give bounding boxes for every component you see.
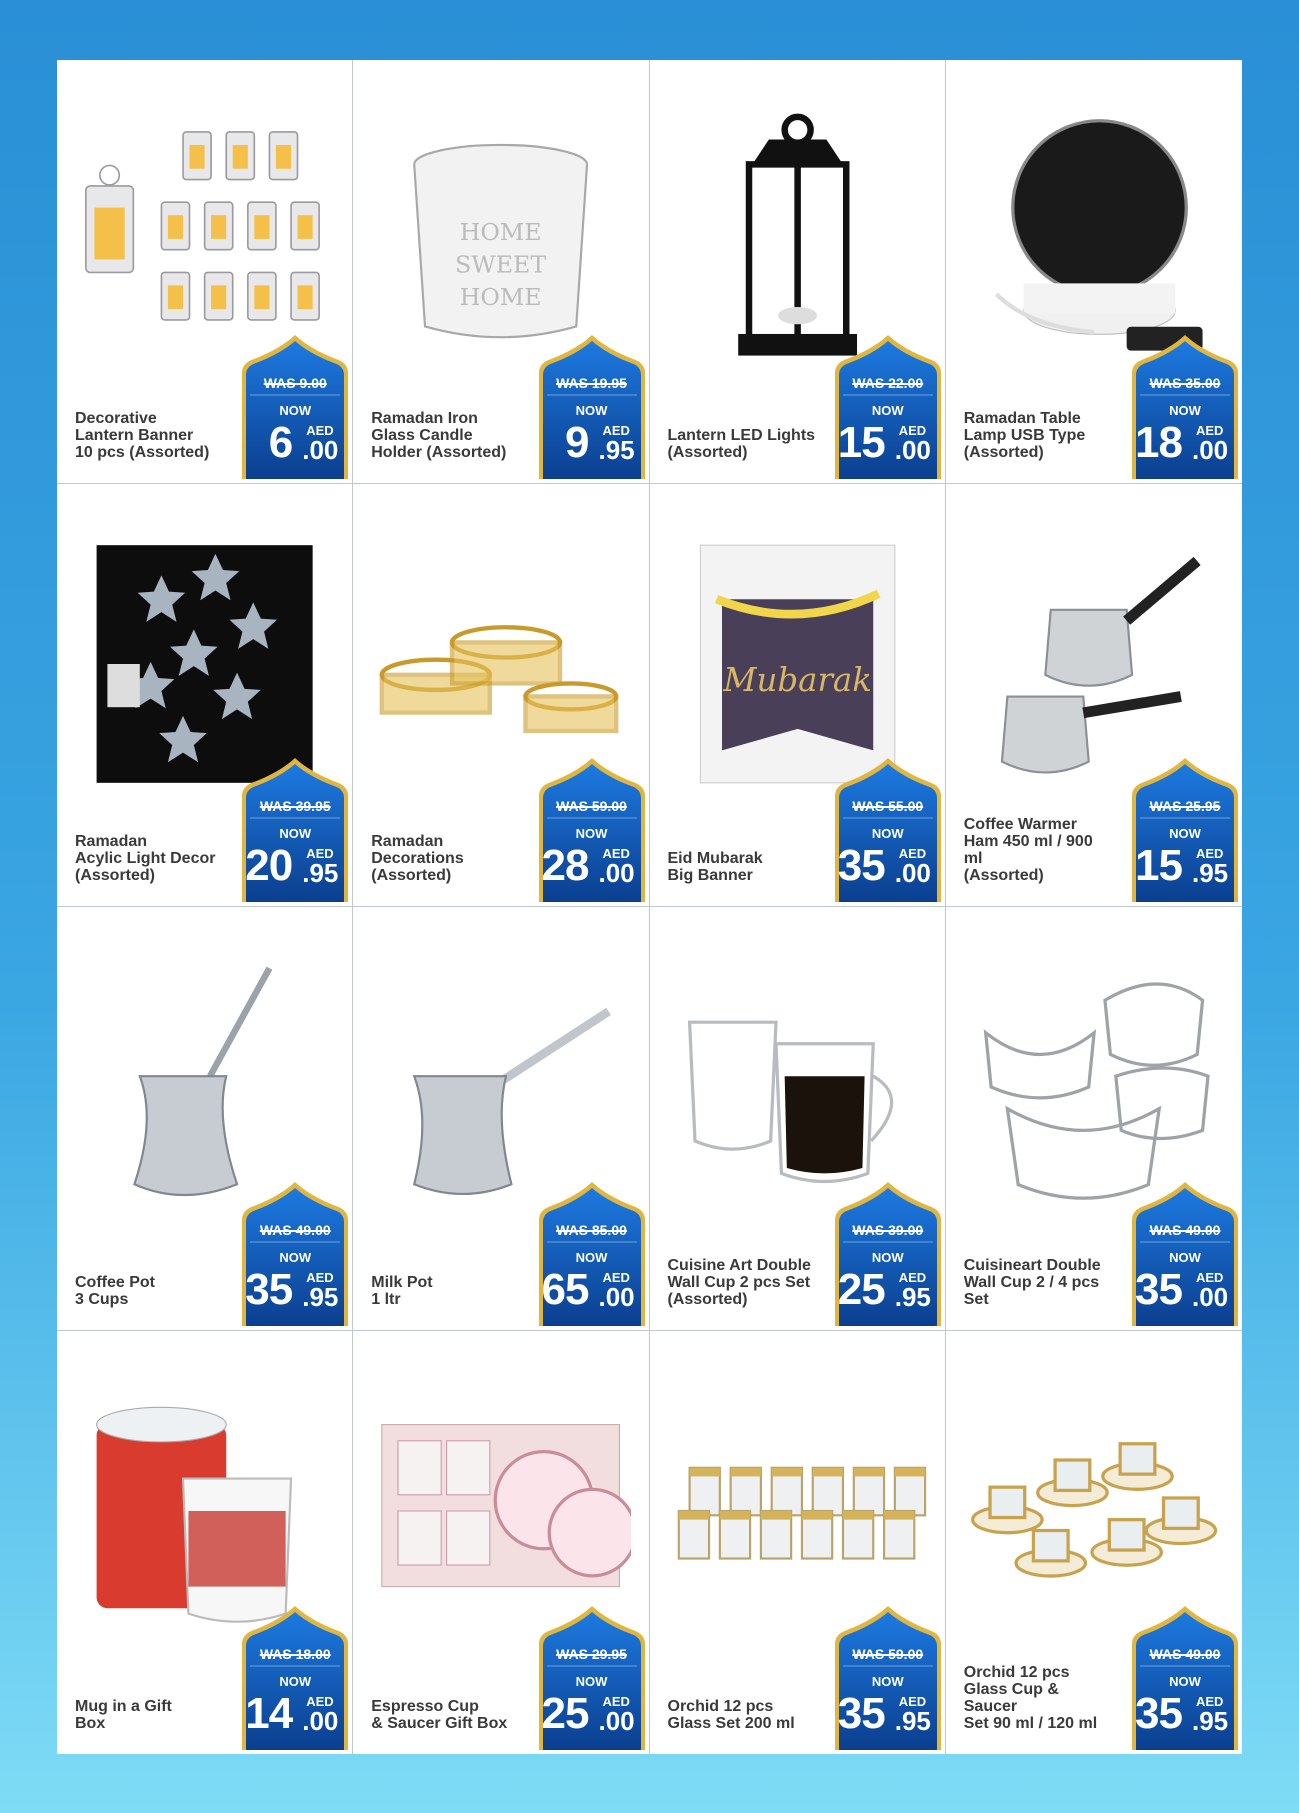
- product-card: [57, 1331, 353, 1755]
- price-decimal: .95: [598, 434, 635, 465]
- price-integer: 35: [837, 841, 885, 890]
- product-title: Cuisine Art Double Wall Cup 2 pcs Set (Assorted): [667, 1256, 811, 1308]
- product-card: [57, 60, 353, 484]
- now-label: NOW: [279, 1674, 312, 1689]
- price-integer: 14: [245, 1689, 293, 1738]
- product-card: [353, 1331, 649, 1755]
- currency-label: AED: [602, 1269, 630, 1285]
- product-title: Coffee Pot 3 Cups: [75, 1273, 155, 1308]
- now-price: [1136, 419, 1234, 467]
- price-decimal: .00: [598, 1281, 635, 1312]
- product-card: [57, 484, 353, 908]
- now-label: NOW: [575, 402, 608, 418]
- currency-label: AED: [1196, 1269, 1224, 1285]
- product-card: [650, 484, 946, 908]
- price-decimal: .00: [598, 1706, 635, 1736]
- price-decimal: .00: [598, 858, 635, 888]
- product-title: Ramadan Decorations (Assorted): [371, 833, 464, 884]
- now-label: NOW: [1169, 1249, 1201, 1265]
- price-badge: [833, 333, 943, 481]
- now-price: [1136, 1266, 1234, 1314]
- was-price: WAS 9.00: [263, 374, 327, 391]
- price-badge: [537, 333, 647, 481]
- was-price: WAS 49.00: [1149, 1646, 1221, 1662]
- price-integer: 15: [1135, 841, 1182, 890]
- price-badge: [537, 1180, 647, 1328]
- currency-label: AED: [602, 422, 630, 438]
- now-label: NOW: [575, 826, 608, 841]
- price-integer: 20: [245, 841, 293, 890]
- price-badge: [240, 333, 350, 481]
- price-integer: 65: [541, 1264, 589, 1314]
- now-label: NOW: [1169, 402, 1201, 418]
- now-price: [246, 1266, 344, 1314]
- currency-label: AED: [1196, 846, 1224, 861]
- svg-text:HOME: HOME: [459, 218, 542, 246]
- product-card: [946, 907, 1242, 1331]
- price-integer: 35: [245, 1264, 293, 1314]
- now-label: NOW: [871, 826, 904, 841]
- now-label: NOW: [279, 402, 312, 418]
- price-badge: [833, 756, 943, 904]
- currency-label: AED: [602, 846, 630, 861]
- product-title: Lantern LED Lights (Assorted): [667, 426, 816, 461]
- price-badge: [1130, 1604, 1240, 1752]
- was-price: WAS 39.00: [852, 1221, 924, 1238]
- price-badge: [537, 756, 647, 904]
- price-decimal: .95: [894, 1706, 931, 1736]
- was-price: WAS 25.95: [1149, 798, 1221, 814]
- now-label: NOW: [279, 826, 312, 841]
- price-decimal: .95: [1192, 1706, 1229, 1736]
- product-title: Milk Pot 1 ltr: [371, 1273, 433, 1308]
- price-decimal: .00: [302, 1706, 339, 1736]
- was-price: WAS 35.00: [1149, 374, 1221, 391]
- currency-label: AED: [602, 1694, 630, 1709]
- was-price: WAS 59.00: [852, 1646, 924, 1662]
- price-badge: [240, 1604, 350, 1752]
- product-card: [57, 907, 353, 1331]
- was-price: WAS 49.00: [1149, 1221, 1221, 1238]
- svg-text:SWEET: SWEET: [455, 250, 547, 279]
- price-integer: 35: [837, 1689, 885, 1738]
- currency-label: AED: [306, 846, 334, 861]
- was-price: WAS 39.95: [259, 798, 331, 814]
- price-badge: [833, 1180, 943, 1328]
- price-decimal: .00: [1192, 434, 1229, 465]
- price-decimal: .00: [894, 434, 931, 465]
- was-price: WAS 22.00: [852, 374, 924, 391]
- now-price: [543, 1690, 641, 1738]
- now-price: [839, 1266, 937, 1314]
- product-title: Ramadan Iron Glass Candle Holder (Assorted): [371, 409, 507, 461]
- price-decimal: .00: [302, 434, 339, 465]
- now-label: NOW: [575, 1674, 608, 1689]
- price-integer: 6: [268, 417, 293, 467]
- product-title: Decorative Lantern Banner 10 pcs (Assorted): [75, 409, 210, 461]
- currency-label: AED: [1196, 422, 1224, 438]
- price-integer: 25: [837, 1264, 885, 1314]
- product-card: [650, 907, 946, 1331]
- price-integer: 15: [837, 417, 885, 467]
- product-card: [650, 60, 946, 484]
- product-title: Orchid 12 pcs Glass Set 200 ml: [667, 1698, 795, 1732]
- price-decimal: .95: [302, 1281, 339, 1312]
- currency-label: AED: [898, 422, 927, 438]
- now-label: NOW: [871, 1674, 904, 1689]
- price-badge: [537, 1604, 647, 1752]
- now-label: NOW: [1169, 826, 1201, 841]
- price-decimal: .00: [1192, 1281, 1229, 1312]
- product-title: Ramadan Table Lamp USB Type (Assorted): [963, 409, 1086, 461]
- price-badge: [833, 1604, 943, 1752]
- now-price: [839, 1690, 937, 1738]
- svg-text:HOME: HOME: [459, 282, 542, 311]
- currency-label: AED: [306, 1694, 334, 1709]
- price-integer: 35: [1135, 1264, 1182, 1314]
- now-price: [1136, 1690, 1234, 1738]
- now-price: [543, 1266, 641, 1314]
- product-card: [946, 484, 1242, 908]
- product-card: [946, 60, 1242, 484]
- now-price: [246, 842, 344, 890]
- price-integer: 28: [541, 841, 589, 890]
- product-title: Mug in a Gift Box: [75, 1698, 172, 1732]
- price-integer: 25: [541, 1689, 589, 1738]
- was-price: WAS 59.00: [556, 798, 627, 814]
- currency-label: AED: [898, 846, 927, 861]
- product-title: Coffee Warmer Ham 450 ml / 900 ml (Assorted): [963, 816, 1093, 884]
- now-price: [543, 842, 641, 890]
- currency-label: AED: [306, 1269, 334, 1285]
- now-price: [246, 419, 344, 467]
- product-title: Eid Mubarak Big Banner: [667, 850, 763, 884]
- product-card: [353, 907, 649, 1331]
- now-label: NOW: [279, 1249, 312, 1265]
- now-label: NOW: [871, 402, 904, 418]
- price-badge: [240, 756, 350, 904]
- now-label: NOW: [575, 1249, 608, 1265]
- currency-label: AED: [898, 1269, 927, 1285]
- price-badge: [1130, 1180, 1240, 1328]
- product-title: Cuisineart Double Wall Cup 2 / 4 pcs Set: [963, 1256, 1101, 1308]
- was-price: WAS 19.95: [556, 374, 627, 391]
- now-price: [543, 419, 641, 467]
- price-decimal: .95: [302, 858, 339, 888]
- product-card: [650, 1331, 946, 1755]
- product-card: [353, 484, 649, 908]
- currency-label: AED: [898, 1694, 927, 1709]
- was-price: WAS 49.00: [259, 1221, 331, 1238]
- price-decimal: .95: [1192, 858, 1229, 888]
- price-decimal: .95: [894, 1281, 931, 1312]
- price-integer: 9: [565, 417, 589, 467]
- price-integer: 18: [1135, 417, 1182, 467]
- now-price: [839, 842, 937, 890]
- product-card: [946, 1331, 1242, 1755]
- now-price: [839, 419, 937, 467]
- price-integer: 35: [1135, 1689, 1182, 1738]
- product-grid: [57, 60, 1242, 1754]
- currency-label: AED: [1196, 1694, 1224, 1709]
- now-price: [246, 1690, 344, 1738]
- price-badge: [1130, 756, 1240, 904]
- price-decimal: .00: [894, 858, 931, 888]
- product-title: Espresso Cup & Saucer Gift Box: [371, 1698, 508, 1732]
- now-label: NOW: [871, 1249, 904, 1265]
- now-label: NOW: [1169, 1674, 1201, 1689]
- now-price: [1136, 842, 1234, 890]
- price-badge: [240, 1180, 350, 1328]
- product-card: [353, 60, 649, 484]
- svg-text:Mubarak: Mubarak: [722, 660, 872, 699]
- product-title: Ramadan Acylic Light Decor (Assorted): [75, 833, 216, 884]
- was-price: WAS 18.00: [259, 1646, 331, 1662]
- was-price: WAS 85.00: [556, 1221, 627, 1238]
- price-badge: [1130, 333, 1240, 481]
- was-price: WAS 29.95: [556, 1646, 627, 1662]
- currency-label: AED: [306, 422, 334, 438]
- was-price: WAS 55.00: [852, 798, 924, 814]
- product-title: Orchid 12 pcs Glass Cup & Saucer Set 90 ml / 120 ml: [963, 1664, 1098, 1732]
